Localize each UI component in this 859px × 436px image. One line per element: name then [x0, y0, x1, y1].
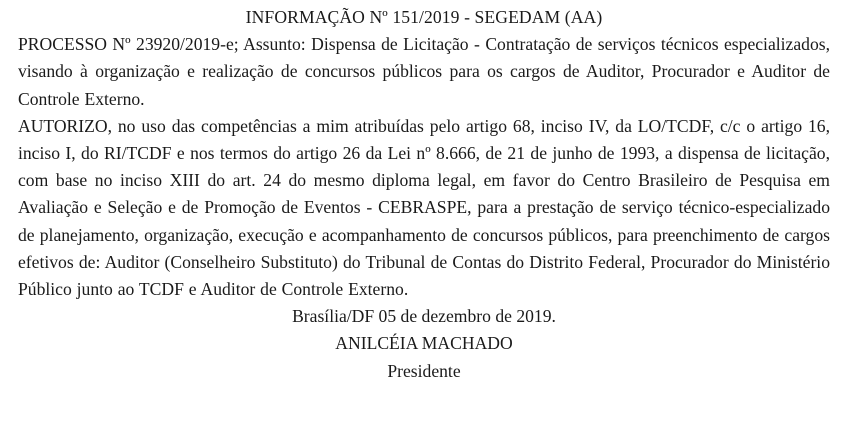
document-heading: INFORMAÇÃO Nº 151/2019 - SEGEDAM (AA) [245, 7, 603, 27]
signatory-title: Presidente [387, 360, 461, 381]
autorizo-paragraph: AUTORIZO, no uso das competências a mim atribuídas pelo artigo 68, inciso IV, da LO/TCDF, c/c o artigo 16, inciso I, do RI/TCDF e nos termos do artigo 26 da Lei nº 8.666, de 21 de junho de 1993, a dispensa de licitação, com base no inciso XIII do art. 24 do mesmo diploma legal, em favor do Centro Brasileiro de Pesquisa em Avaliação e Seleção e de Promoção de Eventos - CEBRASPE, para a prestação de serviço técnico-especializado de planejamento, organização, execução e acompanhamento de concursos públicos, para preenchimento de cargos efetivos de: Auditor (Conselheiro Substituto) do Tribunal de Contas do Distrito Federal, Procurador do Ministério Público junto ao TCDF e Auditor de Controle Externo. [18, 115, 830, 300]
place-date-line: Brasília/DF 05 de dezembro de 2019. [292, 306, 556, 327]
processo-paragraph: PROCESSO Nº 23920/2019-e; Assunto: Dispensa de Licitação - Contratação de serviços técnicos especializados, visando à organização e realização de concursos públicos para os cargos de Auditor, Procurador e Auditor de Controle Externo. [18, 34, 830, 109]
document-body [18, 4, 830, 385]
signatory-name: ANILCÉIA MACHADO [335, 333, 513, 354]
